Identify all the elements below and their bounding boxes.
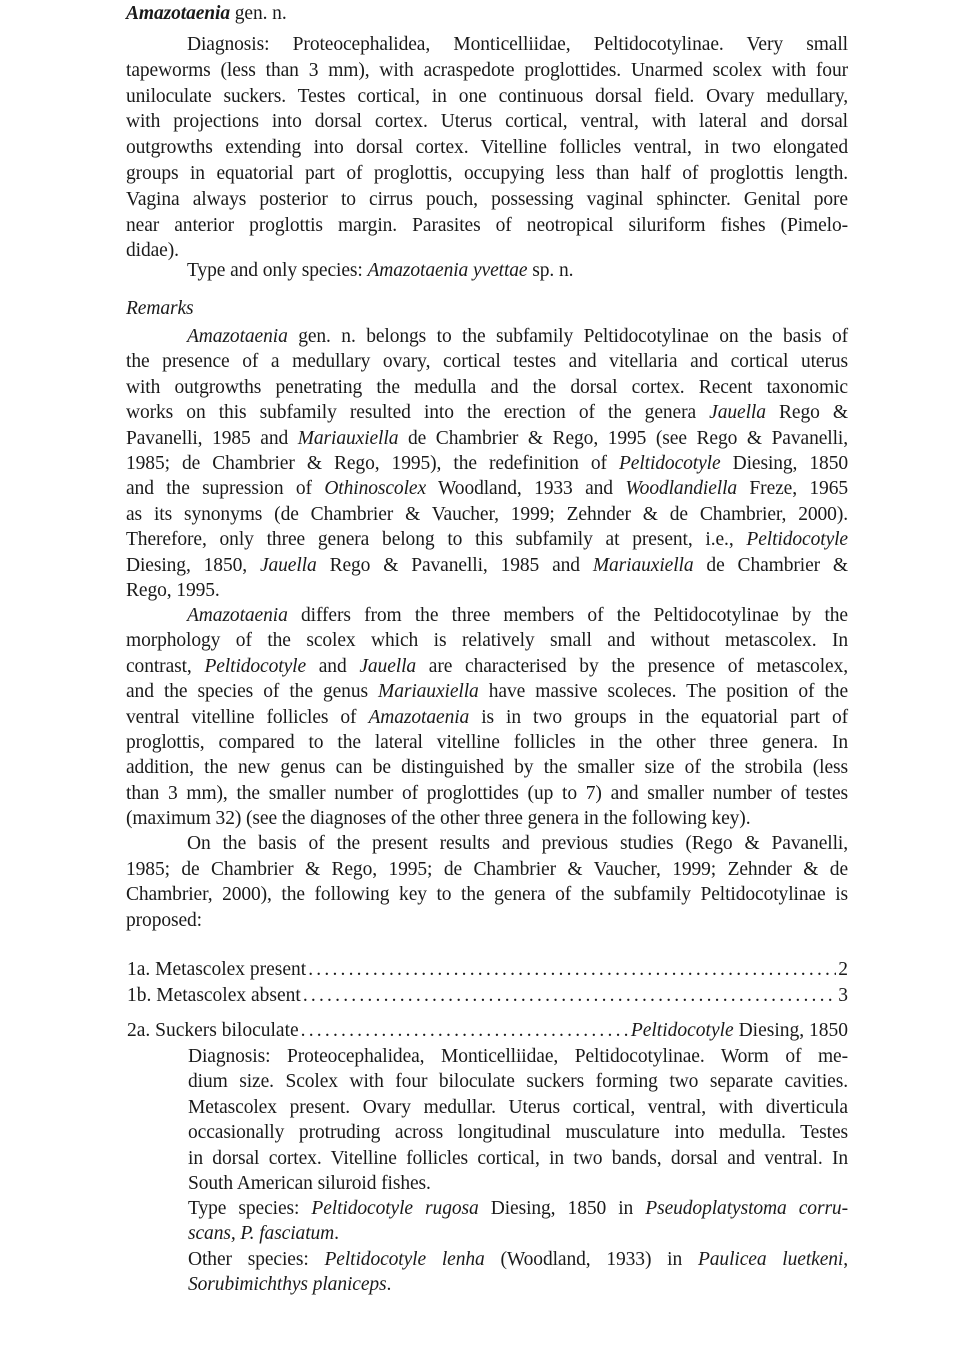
italic-text: Peltidocotyle bbox=[618, 453, 721, 474]
text-run: Type and only species: bbox=[187, 260, 368, 281]
key-entry bbox=[127, 958, 848, 982]
text-run: groups in equatorial part of proglottis, occupying less than half of proglottis length. bbox=[126, 163, 848, 184]
italic-text: Peltidocotyle bbox=[630, 1020, 734, 1041]
text-run: than 3 mm), the smaller number of proglottides (up to 7) and smaller number of testes bbox=[126, 782, 848, 804]
text-run: Therefore, only three genera belong to this subfamily at present, i.e., bbox=[126, 529, 747, 551]
italic-text: Pseudoplatystoma corru- bbox=[645, 1198, 848, 1219]
text-run: the presence of a medullary ovary, cortical testes and vitellaria and cortical uterus bbox=[126, 351, 848, 373]
text-run: Diagnosis: Proteocephalidea, Monticelliidae, Peltidocotylinae. Very small bbox=[187, 34, 848, 55]
text-run: with projections into dorsal cortex. Uterus cortical, ventral, with lateral and dorsal bbox=[126, 111, 848, 133]
genus-suffix: gen. n. bbox=[230, 3, 287, 24]
text-line bbox=[188, 1096, 848, 1120]
text-line bbox=[126, 350, 848, 374]
text-line bbox=[126, 883, 848, 907]
text-line bbox=[126, 629, 848, 653]
text-line bbox=[126, 452, 848, 476]
text-run: Freze, 1965 bbox=[737, 478, 848, 500]
text-run: Vagina always posterior to cirrus pouch, possessing vaginal sphincter. Genital pore bbox=[126, 188, 848, 210]
text-run: South American siluroid fishes. bbox=[188, 1173, 431, 1194]
text-line bbox=[126, 731, 848, 755]
text-line bbox=[126, 162, 848, 186]
text-line bbox=[126, 188, 848, 212]
text-run: morphology of the scolex which is relatively small and without metascolex. In bbox=[126, 630, 848, 652]
text-run: Rego, 1995. bbox=[126, 580, 220, 601]
italic-text: Amazotaenia bbox=[187, 605, 288, 626]
key-entry-label: 1b. Metascolex absent bbox=[127, 985, 301, 1006]
text-line bbox=[126, 909, 202, 933]
text-line bbox=[126, 477, 848, 501]
italic-text: Sorubimichthys planiceps bbox=[188, 1274, 387, 1296]
text-line bbox=[187, 259, 573, 283]
text-line bbox=[126, 655, 848, 679]
text-line bbox=[126, 706, 848, 730]
text-run: Chambrier, 2000), the following key to the genera of the subfamily Peltidocotylinae is bbox=[126, 884, 848, 906]
key-entry-result bbox=[838, 958, 848, 982]
text-line bbox=[126, 680, 848, 704]
text-line bbox=[188, 1121, 848, 1145]
text-line bbox=[187, 832, 848, 856]
text-line bbox=[188, 1172, 431, 1196]
text-run: 1985; de Chambrier & Rego, 1995; de Chambrier & Vaucher, 1999; Zehnder & de bbox=[126, 858, 848, 880]
text-run: , bbox=[843, 1249, 848, 1270]
italic-text: Mariauxiella bbox=[297, 427, 399, 449]
text-line bbox=[126, 858, 848, 882]
text-run: works on this subfamily resulted into the erection of the genera bbox=[126, 402, 710, 424]
italic-text: Amazotaenia bbox=[187, 326, 288, 347]
text-run: . bbox=[334, 1223, 339, 1245]
key-entry bbox=[127, 984, 848, 1008]
text-line bbox=[187, 604, 848, 628]
text-run: Pavanelli, 1985 and bbox=[126, 427, 298, 449]
text-run: sp. n. bbox=[527, 260, 574, 281]
text-line bbox=[188, 1197, 848, 1221]
text-run: Metascolex present. Ovary medullar. Uterus cortical, ventral, with diverticula bbox=[188, 1096, 848, 1118]
text-line bbox=[126, 528, 848, 552]
text-run: de Chambrier & bbox=[693, 554, 849, 576]
text-run: tapeworms (less than 3 mm), with acraspedote proglottides. Unarmed scolex with four bbox=[126, 59, 848, 81]
text-run: 3 bbox=[838, 985, 848, 1006]
text-line bbox=[126, 503, 848, 527]
text-line bbox=[126, 214, 848, 238]
text-run: (Woodland, 1933) in bbox=[484, 1249, 698, 1270]
text-line bbox=[126, 756, 848, 780]
italic-text: Peltidocotyle lenha bbox=[324, 1249, 485, 1270]
text-line bbox=[188, 1248, 848, 1272]
text-run: de Chambrier & Rego, 1995 (see Rego & Pavanelli, bbox=[398, 427, 849, 449]
key-entry-result bbox=[838, 984, 848, 1008]
italic-text: Paulicea luetkeni bbox=[697, 1249, 844, 1270]
text-line bbox=[188, 1222, 339, 1246]
italic-text: Othinoscolex bbox=[324, 478, 427, 500]
dot-leader bbox=[303, 984, 836, 1008]
text-run: Woodland, 1933 and bbox=[426, 478, 626, 500]
text-run: near anterior proglottis margin. Parasites of neotropical siluriform fishes (Pimelo- bbox=[126, 214, 848, 236]
text-line bbox=[188, 1273, 391, 1297]
text-line bbox=[188, 1070, 848, 1094]
italic-text: Mariauxiella bbox=[378, 681, 479, 703]
text-line bbox=[126, 427, 848, 451]
key-entry bbox=[127, 1019, 848, 1043]
text-run: in dorsal cortex. Vitelline follicles cortical, in two bands, dorsal and ventral. In bbox=[188, 1147, 848, 1169]
text-run: Other species: bbox=[188, 1249, 325, 1270]
text-run: . bbox=[386, 1274, 392, 1296]
italic-text: Mariauxiella bbox=[592, 554, 694, 576]
text-line bbox=[126, 782, 848, 806]
text-line bbox=[187, 33, 848, 57]
text-run: and the supression of bbox=[126, 478, 325, 500]
text-run: gen. n. belongs to the subfamily Peltidocotylinae on the basis of bbox=[287, 326, 848, 347]
italic-text: Amazotaenia bbox=[368, 706, 470, 728]
italic-text: Jauella bbox=[359, 655, 417, 677]
text-run: as its synonyms (de Chambrier & Vaucher, 1999; Zehnder & de Chambrier, 2000). bbox=[126, 503, 848, 525]
text-run: Diesing, 1850 in bbox=[478, 1198, 646, 1219]
text-run: with outgrowths penetrating the medulla and the dorsal cortex. Recent taxonomic bbox=[126, 376, 848, 398]
text-line bbox=[126, 554, 848, 578]
text-run: Type species: bbox=[188, 1198, 312, 1219]
text-run: outgrowths extending into dorsal cortex. Vitelline follicles ventral, in two elongated bbox=[126, 137, 848, 159]
text-line bbox=[126, 59, 848, 83]
text-run: ventral vitelline follicles of bbox=[126, 706, 369, 728]
text-run: Diesing, 1850 bbox=[720, 453, 849, 474]
italic-text: Peltidocotyle bbox=[746, 529, 848, 551]
italic-text: Peltidocotyle rugosa bbox=[311, 1198, 479, 1219]
text-line bbox=[188, 1147, 848, 1171]
text-run: and bbox=[306, 655, 360, 677]
text-run: is in two groups in the equatorial part of bbox=[469, 706, 848, 728]
text-run: addition, the new genus can be distinguished by the smaller size of the strobila (less bbox=[126, 757, 848, 779]
text-run: proglottis, compared to the lateral vitelline follicles in the other three genera. In bbox=[126, 732, 848, 753]
italic-text: scans, P. fasciatum bbox=[188, 1223, 335, 1245]
text-run: (maximum 32) (see the diagnoses of the other three genera in the following key). bbox=[126, 808, 751, 830]
text-line bbox=[126, 110, 848, 134]
text-run: 2 bbox=[838, 959, 848, 980]
text-run: are characterised by the presence of metascolex, bbox=[416, 655, 848, 677]
key-entry-label: 1a. Metascolex present bbox=[127, 959, 307, 980]
remarks-heading-text: Remarks bbox=[126, 298, 194, 319]
genus-name: Amazotaenia bbox=[126, 3, 230, 24]
text-line bbox=[188, 1045, 848, 1069]
text-line bbox=[187, 325, 848, 349]
italic-text: Woodlandiella bbox=[625, 478, 738, 500]
text-line bbox=[126, 401, 848, 425]
text-run: Diagnosis: Proteocephalidea, Monticelliidae, Peltidocotylinae. Worm of me- bbox=[188, 1046, 848, 1067]
text-run: contrast, bbox=[126, 655, 205, 677]
text-line bbox=[126, 376, 848, 400]
key-entry-label: 2a. Suckers biloculate bbox=[127, 1020, 299, 1041]
text-run: differs from the three members of the Peltidocotylinae by the bbox=[287, 605, 848, 626]
italic-text: Peltidocotyle bbox=[204, 655, 307, 677]
text-line bbox=[126, 807, 750, 831]
text-line bbox=[126, 239, 179, 263]
text-run: Diesing, 1850 bbox=[733, 1020, 848, 1041]
text-run: Diesing, 1850, bbox=[126, 554, 260, 576]
text-run: have massive scoleces. The position of the bbox=[478, 681, 848, 703]
text-run: Rego & Pavanelli, 1985 and bbox=[316, 554, 593, 576]
text-run: uniloculate suckers. Testes cortical, in one continuous dorsal field. Ovary medullary, bbox=[126, 85, 848, 107]
text-line bbox=[126, 136, 848, 160]
dot-leader bbox=[308, 958, 836, 982]
text-run: and the species of the genus bbox=[126, 681, 379, 703]
text-run: proposed: bbox=[126, 909, 203, 931]
text-run: Rego & bbox=[765, 402, 848, 424]
text-line bbox=[126, 579, 220, 603]
remarks-heading bbox=[126, 297, 194, 321]
text-line bbox=[126, 85, 848, 109]
dot-leader bbox=[301, 1019, 629, 1043]
genus-heading bbox=[126, 2, 287, 26]
italic-text: Amazotaenia yvettae bbox=[367, 260, 528, 281]
text-run: On the basis of the present results and previous studies (Rego & Pavanelli, bbox=[187, 833, 848, 854]
italic-text: Jauella bbox=[259, 554, 317, 576]
italic-text: Jauella bbox=[709, 402, 766, 424]
text-run: 1985; de Chambrier & Rego, 1995), the redefinition of bbox=[126, 453, 619, 474]
text-run: dium size. Scolex with four biloculate suckers forming two separate cavities. bbox=[188, 1071, 848, 1093]
text-run: occasionally protruding across longitudinal musculature into medulla. Testes bbox=[188, 1122, 848, 1144]
key-entry-result bbox=[631, 1019, 848, 1043]
text-run: didae). bbox=[126, 240, 179, 262]
